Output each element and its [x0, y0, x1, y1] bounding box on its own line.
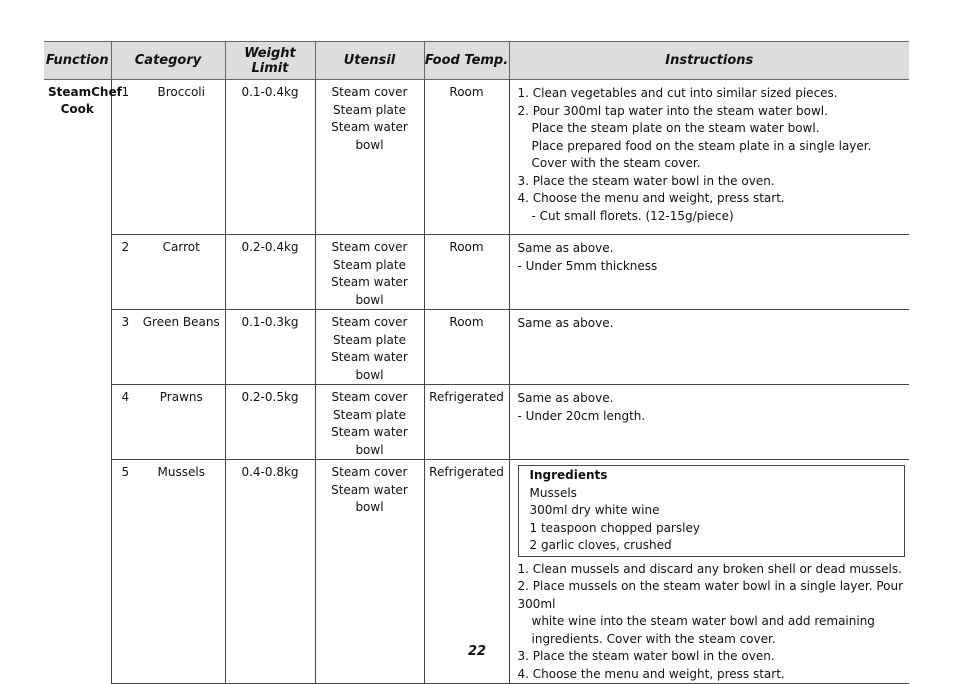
- ingredients-box: [518, 465, 906, 557]
- weight-limit-cell: 0.1-0.3kg: [225, 310, 315, 385]
- weight-limit-cell: 0.4-0.8kg: [225, 460, 315, 684]
- category-cell: Mussels: [138, 460, 225, 684]
- utensil-item: Steam cover: [331, 240, 408, 254]
- utensil-item: Steam plate: [333, 407, 406, 422]
- instruction-line: 1. Clean mussels and discard any broken shell or dead mussels.: [517, 561, 902, 576]
- utensil-cell: [315, 310, 424, 385]
- instruction-line: white wine into the steam water bowl and add remaining: [531, 614, 875, 628]
- utensil-item: Steam water bowl: [331, 120, 408, 152]
- table-row: [44, 385, 909, 460]
- instructions-cell: [509, 80, 909, 235]
- instruction-line: Same as above.: [517, 241, 614, 255]
- table-row: [44, 80, 909, 235]
- utensil-item: Steam plate: [333, 102, 406, 117]
- utensil-item: Steam plate: [333, 332, 406, 347]
- category-cell: Carrot: [138, 235, 225, 310]
- utensil-item: Steam cover: [331, 390, 408, 404]
- food-temp-cell: Refrigerated: [424, 460, 509, 684]
- function-label: Cook: [60, 102, 94, 116]
- instruction-line: 2. Pour 300ml tap water into the steam water bowl.: [517, 103, 828, 118]
- weight-limit-cell: 0.2-0.5kg: [225, 385, 315, 460]
- utensil-item: Steam water bowl: [331, 350, 408, 382]
- instructions-cell: [509, 310, 909, 385]
- table-row: [44, 310, 909, 385]
- utensil-cell: [315, 235, 424, 310]
- instruction-line: ingredients. Cover with the steam cover.: [531, 631, 776, 646]
- row-number: 3: [111, 310, 138, 385]
- row-number: 4: [111, 385, 138, 460]
- utensil-item: Steam water bowl: [331, 482, 408, 514]
- utensil-item: Steam water bowl: [331, 425, 408, 457]
- ingredient-item: 300ml dry white wine: [529, 503, 660, 517]
- function-cell: [44, 80, 122, 684]
- food-temp-cell: Room: [424, 310, 509, 385]
- utensil-item: Steam plate: [333, 257, 406, 272]
- instructions-cell: [509, 235, 909, 310]
- instruction-line: Same as above.: [517, 391, 614, 405]
- row-number: 5: [111, 460, 138, 684]
- header-function: Function: [44, 42, 111, 80]
- row-number: 2: [111, 235, 138, 310]
- instructions-cell: [509, 385, 909, 460]
- food-temp-cell: Room: [424, 235, 509, 310]
- food-temp-cell: Refrigerated: [424, 385, 509, 460]
- header-instructions: Instructions: [509, 42, 909, 80]
- instruction-line: Place the steam plate on the steam water bowl.: [531, 121, 820, 135]
- instruction-line: Place prepared food on the steam plate in a single layer.: [531, 138, 872, 153]
- instruction-line: 4. Choose the menu and weight, press start.: [517, 666, 785, 681]
- utensil-item: Steam cover: [331, 85, 408, 99]
- instruction-line: 3. Place the steam water bowl in the oven.: [517, 649, 775, 663]
- instruction-line: 2. Place mussels on the steam water bowl in a single layer. Pour 300ml: [517, 579, 904, 611]
- header-category: Category: [111, 42, 225, 80]
- weight-limit-cell: 0.1-0.4kg: [225, 80, 315, 235]
- utensil-item: Steam cover: [331, 315, 408, 329]
- function-label: SteamChef: [48, 85, 122, 99]
- steamchef-cook-table: [44, 41, 909, 684]
- instruction-line: 1. Clean vegetables and cut into similar sized pieces.: [517, 86, 838, 100]
- instruction-line: - Under 20cm length.: [517, 408, 646, 423]
- header-food-temp: Food Temp.: [424, 42, 509, 80]
- row-number: 1: [111, 80, 138, 235]
- category-cell: Prawns: [138, 385, 225, 460]
- header-weight-limit: Weight Limit: [225, 42, 315, 80]
- table-row: [44, 235, 909, 310]
- instruction-line: 3. Place the steam water bowl in the oven.: [517, 173, 775, 188]
- food-temp-cell: Room: [424, 80, 509, 235]
- utensil-cell: [315, 80, 424, 235]
- instruction-line: - Under 5mm thickness: [517, 258, 658, 273]
- page-number: 22: [467, 644, 487, 659]
- header-row: [44, 42, 909, 80]
- instruction-line: Same as above.: [517, 316, 614, 330]
- ingredient-item: Mussels: [529, 485, 577, 500]
- utensil-item: Steam cover: [331, 465, 408, 479]
- weight-limit-cell: 0.2-0.4kg: [225, 235, 315, 310]
- instruction-line: - Cut small florets. (12-15g/piece): [531, 208, 734, 223]
- instruction-line: 4. Choose the menu and weight, press start.: [517, 191, 785, 205]
- ingredients-title: Ingredients: [529, 468, 608, 482]
- ingredient-item: 1 teaspoon chopped parsley: [529, 520, 700, 535]
- ingredient-item: 2 garlic cloves, crushed: [529, 538, 672, 552]
- utensil-item: Steam water bowl: [331, 275, 408, 307]
- category-cell: Broccoli: [138, 80, 225, 235]
- utensil-cell: [315, 385, 424, 460]
- header-utensil: Utensil: [315, 42, 424, 80]
- category-cell: Green Beans: [138, 310, 225, 385]
- instruction-line: Cover with the steam cover.: [531, 156, 701, 170]
